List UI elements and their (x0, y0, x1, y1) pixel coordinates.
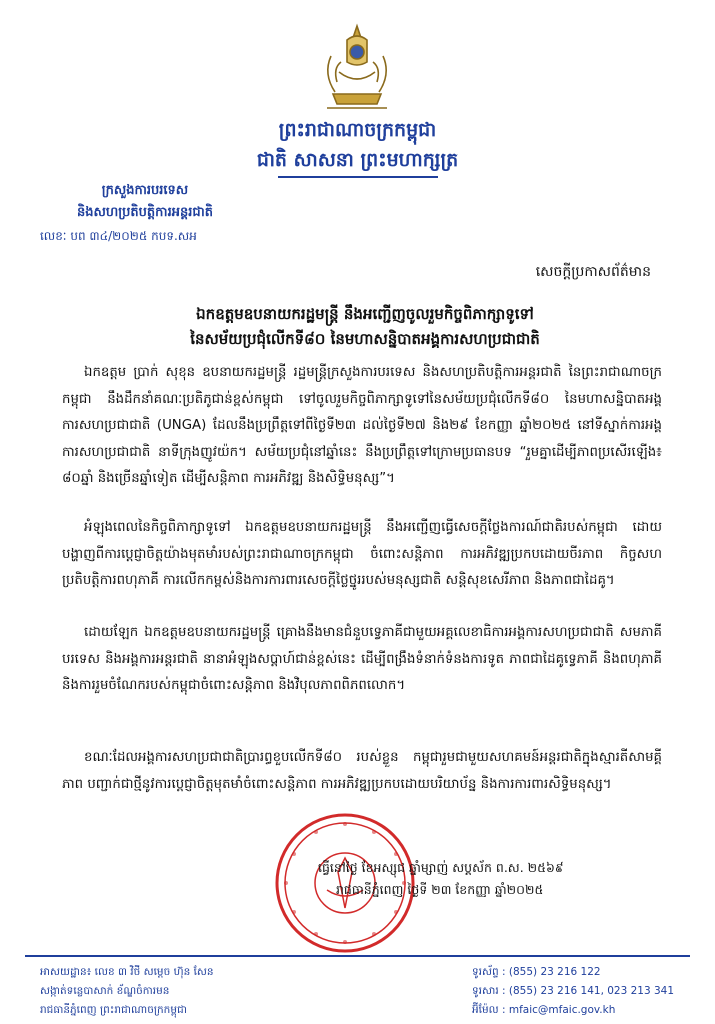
headline-line-1: ឯកឧត្តមឧបនាយករដ្ឋមន្ត្រី នឹងអញ្ជើញចូលរួមកិច្ចពិភាក្សាទូទៅ (196, 305, 534, 323)
body-paragraph-4: ខណៈដែលអង្គការសហប្រជាជាតិប្រារព្ធខួបលើកទី៨០ របស់ខ្លួន កម្ពុជារួមជាមួយសហគមន៍អន្តរជាតិក្នុងស្មារតីសាមគ្គីភាព បញ្ជាក់ជាថ្មីនូវការប្តេជ្ញាចិត្តមុតមាំចំពោះសន្តិភាព ការអភិវឌ្ឍប្រកបដោយបរិយាប័ន្ន និងការការពារសិទ្ធិមនុស្ស។ (62, 750, 662, 792)
body-paragraph-2: អំឡុងពេលនៃកិច្ចពិភាក្សាទូទៅ ឯកឧត្តមឧបនាយករដ្ឋមន្ត្រី នឹងអញ្ជើញធ្វើសេចក្តីថ្លែងការណ៍ជាតិរបស់កម្ពុជា ដោយបង្ហាញពីការប្តេជ្ញាចិត្តយ៉ាងមុតមាំរបស់ព្រះរាជាណាចក្រកម្ពុជា ចំពោះសន្តិភាព ការអភិវឌ្ឍប្រកបដោយចីរភាព កិច្ចសហប្រតិបត្តិការពហុភាគី ការលើកកម្ពស់និងការការពារសេចក្តីថ្លៃថ្នូររបស់មនុស្សជាតិ សន្តិសុខសេរីភាព និងភាពជាដៃគូ។ (62, 520, 662, 588)
date-solar: រាជធានីភ្នំពេញ ថ្ងៃទី ២៣ ខែកញ្ញា ឆ្នាំ២០២៥ (336, 882, 544, 897)
fax-number: ទូរសារ : (855) 23 216 141, 023 213 341 (472, 985, 675, 997)
reference-number: លេខៈ បព ៣៤/២០២៥ កបទ.សអ (40, 229, 197, 243)
address-line-1: លេខ ៣ វិថី សម្តេច ហ៊ុន សែន (94, 966, 214, 978)
document-type: សេចក្តីប្រកាសព័ត៌មាន (535, 264, 651, 280)
kingdom-title: ព្រះរាជាណាចក្រកម្ពុជា (278, 119, 437, 141)
address-label: អាសយដ្ឋាន៖ (40, 966, 92, 978)
phone-number: ទូរស័ព្ទ : (855) 23 216 122 (472, 966, 601, 978)
royal-emblem-icon (315, 22, 399, 114)
body-paragraph-3: ដោយឡែក ឯកឧត្តមឧបនាយករដ្ឋមន្ត្រី គ្រោងនឹងមានជំនួបទ្វេភាគីជាមួយអគ្គលេខាធិការអង្គការសហប្រជាជាតិ សមភាគីបរទេស និងអង្គការអន្តរជាតិ នានាអំឡុងសប្តាហ៍ជាន់ខ្ពស់នេះ ដើម្បីពង្រឹងទំនាក់ទំនងការទូត ភាពជាដៃគូទ្វេភាគី និងពហុភាគី និងការរួមចំណែករបស់កម្ពុជាចំពោះសន្តិភាព និងវិបុលភាពពិភពលោក។ (62, 625, 662, 693)
body-paragraph-1: ឯកឧត្តម ប្រាក់ សុខុន ឧបនាយករដ្ឋមន្ត្រី រដ្ឋមន្ត្រីក្រសួងការបរទេស និងសហប្រតិបត្តិការអន្តរជាតិ នៃព្រះរាជាណាចក្រកម្ពុជា នឹងដឹកនាំគណៈប្រតិភូជាន់ខ្ពស់កម្ពុជា ទៅចូលរួមកិច្ចពិភាក្សាទូទៅនៃសម័យប្រជុំលើកទី៨០ នៃមហាសន្និបាតអង្គការសហប្រជាជាតិ (UNGA) ដែលនឹងប្រព្រឹត្តទៅពីថ្ងៃទី២៣ ដល់ថ្ងៃទី២៧ និង២៩ ខែកញ្ញា ឆ្នាំ២០២៥ នៅទីស្នាក់ការអង្គការសហប្រជាជាតិ នាទីក្រុងញូវយ៉ក។ សម័យប្រជុំនៅឆ្នាំនេះ នឹងប្រព្រឹត្តទៅក្រោមប្រធានបទ “រួមគ្នាដើម្បីភាពប្រសើរឡើង៖ ៨០ឆ្នាំ និងច្រើនឆ្នាំទៀត ដើម្បីសន្តិភាព ការអភិវឌ្ឍ និងសិទ្ធិមនុស្ស”។ (62, 365, 662, 486)
address-line-2: សង្កាត់ទន្លេបាសាក់ ខ័ណ្ឌចំការមន (40, 985, 170, 997)
ministry-subtitle: និងសហប្រតិបត្តិការអន្តរជាតិ (77, 205, 213, 220)
ministry-name: ក្រសួងការបរទេស (101, 183, 189, 198)
address-line-3: រាជធានីភ្នំពេញ ព្រះរាជាណាចក្រកម្ពុជា (40, 1004, 187, 1016)
motto-divider (278, 176, 438, 178)
email-address[interactable]: អ៊ីម៉ែល : mfaic@mfaic.gov.kh (472, 1004, 616, 1016)
date-lunar: ធ្វើនៅថ្ងៃ ខែអស្សុជ ឆ្នាំម្សាញ់ សប្តស័ក ព.ស. ២៥៦៩ (318, 860, 564, 875)
footer-contacts (472, 963, 674, 1020)
kingdom-motto: ជាតិ សាសនា ព្រះមហាក្សត្រ (256, 149, 459, 171)
footer-divider (25, 955, 690, 957)
headline-line-2: នៃសម័យប្រជុំលើកទី៨០ នៃមហាសន្និបាតអង្គការសហប្រជាជាតិ (190, 330, 540, 348)
footer-address (40, 963, 214, 1020)
